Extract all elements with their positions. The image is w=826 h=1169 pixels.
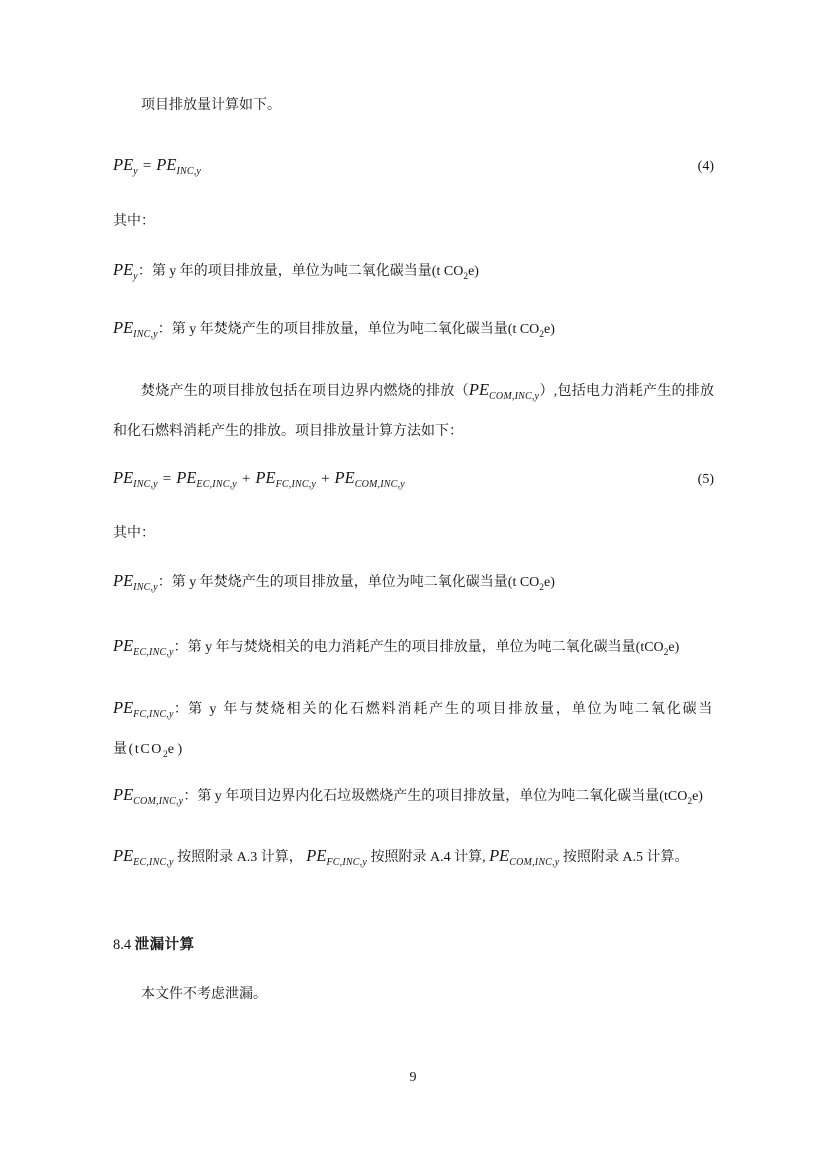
definition-colon: ： (137, 264, 152, 279)
definition-text: 第 y 年焚烧产生的项目排放量，单位为吨二氧化碳当量(t CO (171, 322, 540, 337)
definition-pe-com-inc-y (113, 775, 714, 817)
definition-pe-fc-inc-y (113, 688, 714, 770)
definition-text-end: e) (468, 264, 479, 279)
math-var: PE (113, 155, 134, 174)
paragraph-text-end: ）,包括电力消耗产生的排放和化石燃料消耗产生的排放。项目排放量计算方法如下： (113, 384, 715, 439)
equation-number-4: (4) (697, 159, 714, 174)
section-heading-8-4 (113, 925, 714, 966)
math-var: PE (113, 468, 134, 487)
formula-5-expression (113, 458, 405, 500)
formula-4-expression (113, 145, 201, 187)
where-label-1 (113, 202, 714, 242)
section-number: 8.4 (113, 937, 132, 953)
math-subscript: COM,INC,y (133, 795, 184, 807)
co2-subscript: 2 (163, 749, 168, 760)
math-var: PE (113, 846, 134, 865)
co2-subscript: 2 (687, 796, 693, 807)
math-subscript: EC,INC,y (196, 478, 237, 490)
equals-operator: = (162, 471, 172, 487)
math-subscript: COM,INC,y (354, 478, 405, 490)
math-subscript: FC,INC,y (133, 708, 174, 720)
co2-subscript: 2 (539, 329, 545, 340)
definition-text: 第 y 年焚烧产生的项目排放量，单位为吨二氧化碳当量(t CO (171, 575, 540, 590)
page-content (113, 0, 714, 1169)
where-text: 其中： (113, 526, 155, 541)
math-var: PE (113, 260, 134, 279)
definition-pe-inc-y-2 (113, 561, 714, 603)
math-var: PE (113, 318, 134, 337)
math-var: PE (489, 846, 510, 865)
definition-colon: ： (157, 322, 172, 337)
definition-colon: ： (157, 575, 172, 590)
definition-pe-y (113, 250, 714, 292)
equals-operator: = (142, 158, 152, 174)
definition-text-end: e ) (167, 742, 183, 757)
math-var: PE (113, 571, 134, 590)
leakage-paragraph (113, 975, 714, 1015)
definition-text: 第 y 年与焚烧相关的电力消耗产生的项目排放量，单位为吨二氧化碳当量(tCO (187, 640, 664, 655)
plus-operator: + (241, 471, 251, 487)
appendix-reference-line (113, 836, 714, 878)
math-subscript: EC,INC,y (133, 646, 174, 658)
appendix-text-2: 按照附录 A.4 计算, (366, 850, 490, 865)
definition-pe-ec-inc-y (113, 626, 714, 668)
definition-text-end: e) (544, 322, 555, 337)
section-title: 泄漏计算 (134, 937, 195, 953)
definition-colon: ： (173, 640, 188, 655)
math-subscript: INC,y (133, 581, 158, 593)
definition-text: 第 y 年与焚烧相关的化石燃料消耗产生的项目排放量，单位为吨二氧化碳当量(tCO (113, 702, 715, 757)
math-var: PE (334, 468, 355, 487)
intro-paragraph (113, 86, 714, 126)
definition-text-end: e) (692, 789, 703, 804)
formula-4 (113, 145, 714, 187)
co2-subscript: 2 (663, 647, 669, 658)
definition-text: 第 y 年的项目排放量，单位为吨二氧化碳当量(t CO (151, 264, 464, 279)
appendix-text-3: 按照附录 A.5 计算。 (559, 850, 689, 865)
equation-number-5: (5) (697, 472, 714, 487)
math-var: PE (113, 785, 134, 804)
plus-operator: + (321, 471, 330, 487)
math-var: PE (176, 468, 197, 487)
math-subscript: FC,INC,y (326, 856, 367, 868)
definition-colon: ： (173, 702, 189, 717)
co2-subscript: 2 (539, 582, 545, 593)
math-subscript: INC,y (133, 478, 158, 490)
math-subscript: y (133, 270, 138, 282)
page-number: 9 (409, 1070, 417, 1085)
where-text: 其中： (113, 214, 155, 229)
co2-subscript: 2 (463, 271, 469, 282)
formula-5 (113, 458, 714, 500)
math-subscript: EC,INC,y (133, 856, 174, 868)
appendix-text-1: 按照附录 A.3 计算， (173, 850, 307, 865)
math-var: PE (113, 698, 134, 717)
math-subscript: FC,INC,y (275, 478, 317, 490)
where-label-2 (113, 514, 714, 554)
definition-pe-inc-y (113, 308, 714, 350)
definition-text-end: e) (544, 575, 555, 590)
math-subscript: INC,y (176, 165, 202, 177)
definition-text-end: e) (668, 640, 680, 655)
math-subscript: COM,INC,y (489, 390, 540, 402)
math-subscript: INC,y (133, 328, 158, 340)
math-var: PE (156, 155, 177, 174)
body-paragraph (113, 370, 714, 452)
math-var: PE (255, 468, 276, 487)
math-subscript: COM,INC,y (509, 856, 560, 868)
math-var: PE (306, 846, 327, 865)
math-var: PE (468, 380, 490, 399)
definition-colon: ： (183, 789, 198, 804)
definition-text: 第 y 年项目边界内化石垃圾燃烧产生的项目排放量，单位为吨二氧化碳当量(tCO (197, 789, 688, 804)
intro-text: 项目排放量计算如下。 (141, 98, 281, 113)
paragraph-text: 焚烧产生的项目排放包括在项目边界内燃烧的排放（ (141, 384, 469, 399)
leakage-text: 本文件不考虑泄漏。 (141, 987, 267, 1002)
math-subscript: y (133, 165, 138, 177)
math-var: PE (113, 636, 134, 655)
